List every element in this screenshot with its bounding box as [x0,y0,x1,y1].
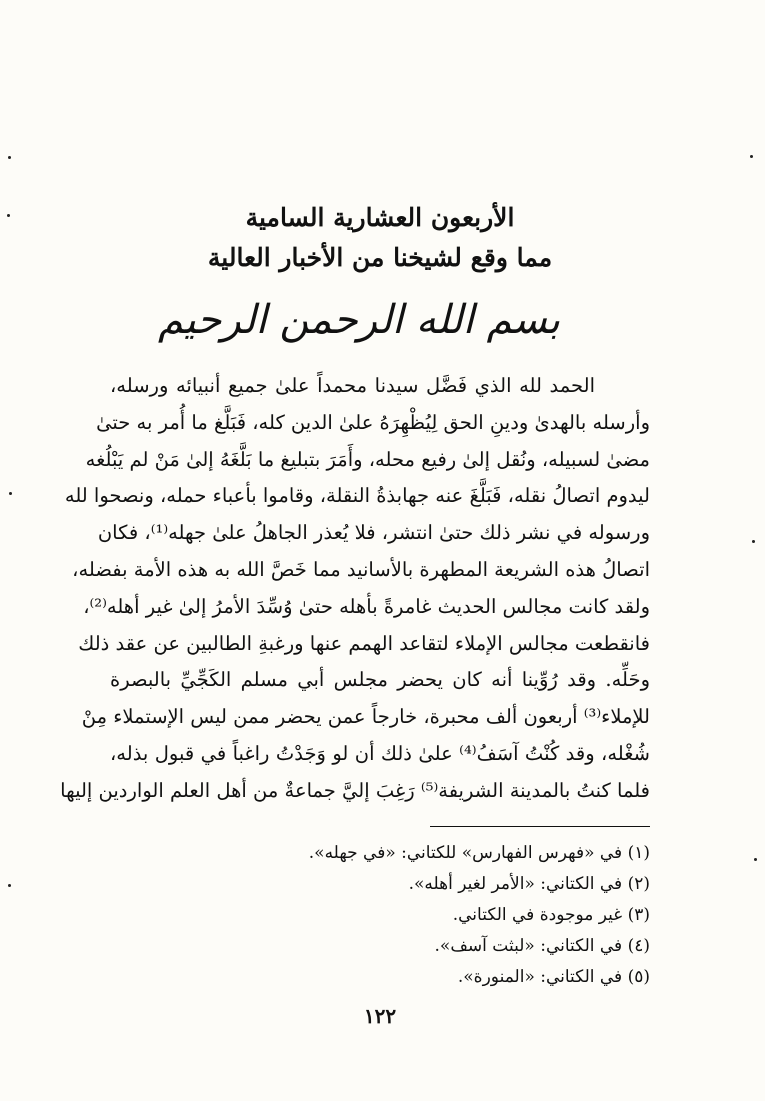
body-text [60,368,650,810]
body-line: فلما كنتُ بالمدينة الشريفة⁽⁵⁾ رَغِبَ إليَّ جماعةٌ من أهل العلم الواردين إليها [60,778,650,802]
margin-speck [750,155,753,158]
footnote-separator [430,826,650,827]
body-line: للإملاء⁽³⁾ أربعون ألف محبرة، خارجاً عمن يحضر ممن ليس الإستملاء مِنْ [81,705,650,729]
body-line: ليدوم اتصالُ نقله، فَبَلَّغَ عنه جهابذةُ النقلة، وقاموا بأعباء حمله، ونصحوا لله [64,484,650,508]
body-line: الحمد لله الذي فَضَّل سيدنا محمداً علىٰ جميع أنبيائه ورسله، [110,374,595,397]
body-line: ورسوله في نشر ذلك حتىٰ انتشر، فلا يُعذر الجاهلُ علىٰ جهله⁽¹⁾، فكان [97,521,650,545]
footnotes [220,838,650,993]
margin-speck [8,884,11,887]
body-line: ولقد كانت مجالس الحديث غامرةً بأهله حتىٰ وُسِّدَ الأمرُ إلىٰ غير أهله⁽²⁾، [83,594,650,618]
body-line: اتصالُ هذه الشريعة المطهرة بالأسانيد مما خَصَّ الله به هذه الأمة بفضله، [72,557,650,581]
margin-speck [7,214,10,217]
body-line: فانقطعت مجالس الإملاء لتقاعد الهمم عنها ورغبةِ الطالبين عن عقد ذلك [78,631,650,655]
margin-speck [754,858,757,861]
footnote: (٣) غير موجودة في الكتاني. [452,905,650,925]
body-line: مضىٰ لسبيله، ونُقل إلىٰ رفيع محله، وأَمَرَ بتبليغ ما بَلَّغَهُ إلىٰ مَنْ لم يَبْلُغه [85,447,650,471]
margin-speck [9,492,12,495]
title-line-2: مما وقع لشيخنا من الأخبار العالية [207,243,553,272]
basmala: بسم الله الرحمن الرحيم [157,297,560,343]
body-line: وأرسله بالهدىٰ ودينِ الحق لِيُظْهِرَهُ علىٰ الدين كله، فَبَلَّغ ما أُمر به حتىٰ [96,410,650,434]
body-line: شُغْله، وقد كُنْتُ آسَفُ⁽⁴⁾ علىٰ ذلك أن لو وَجَدْتُ راغباً في قبول بذله، [110,741,650,765]
footnote: (١) في «فهرس الفهارس» للكتاني: «في جهله». [308,843,650,863]
footnote: (٤) في الكتاني: «لبثت آسف». [434,936,650,956]
footnote: (٥) في الكتاني: «المنورة». [457,967,650,987]
page-number: ١٢٢ [363,1004,397,1028]
body-line: وحَلِّه. وقد رُوِّينا أنه كان يحضر مجلس أبي مسلم الكَجِّيِّ بالبصرة [110,668,650,692]
margin-speck [752,540,755,543]
footnote: (٢) في الكتاني: «الأمر لغير أهله». [408,874,650,894]
margin-speck [8,156,11,159]
title-line-1: الأربعون العشارية السامية [245,203,515,232]
